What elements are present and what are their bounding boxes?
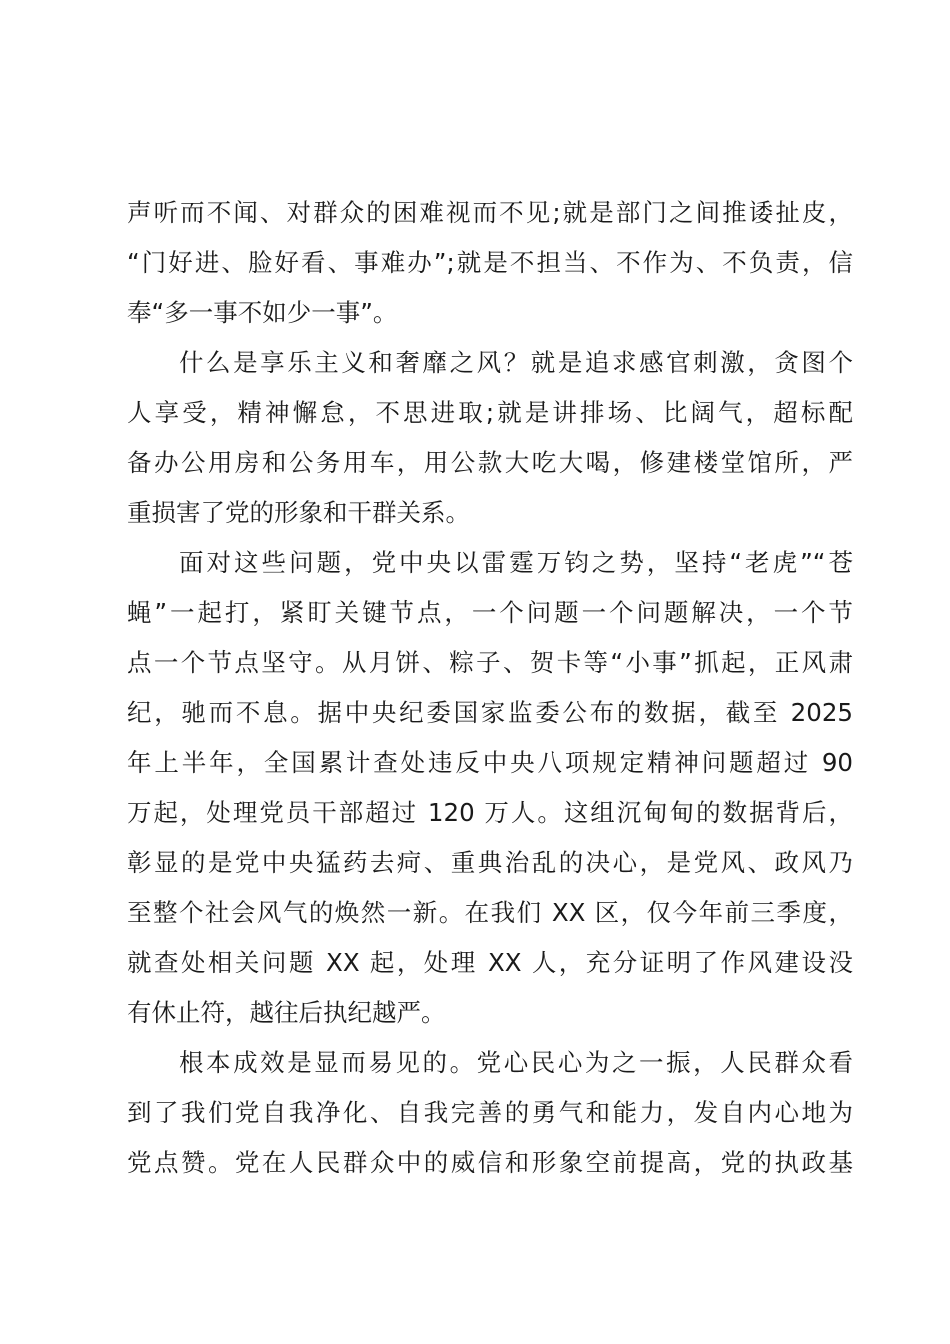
paragraph-line: 就查处相关问题 XX 起，处理 XX 人，充分证明了作风建设没	[127, 948, 853, 977]
paragraph-line: 奉“多一事不如少一事”。	[127, 298, 398, 327]
paragraph-line: 根本成效是显而易见的。党心民心为之一振，人民群众看	[179, 1048, 853, 1077]
paragraph-line: 面对这些问题，党中央以雷霆万钧之势，坚持“老虎”“苍	[179, 548, 853, 577]
paragraph-line: 党点赞。党在人民群众中的威信和形象空前提高，党的执政基	[127, 1148, 853, 1177]
paragraph-line: 纪，驰而不息。据中央纪委国家监委公布的数据，截至 2025	[127, 698, 853, 727]
paragraph-line: 人享受，精神懈怠，不思进取;就是讲排场、比阔气，超标配	[127, 398, 853, 427]
paragraph-line: 备办公用房和公务用车，用公款大吃大喝，修建楼堂馆所，严	[127, 448, 853, 477]
paragraph-line: 年上半年，全国累计查处违反中央八项规定精神问题超过 90	[127, 748, 853, 777]
paragraph-line: 万起，处理党员干部超过 120 万人。这组沉甸甸的数据背后，	[127, 798, 853, 827]
paragraph-line: 声听而不闻、对群众的困难视而不见;就是部门之间推诿扯皮，	[127, 198, 853, 227]
paragraph-line: 至整个社会风气的焕然一新。在我们 XX 区，仅今年前三季度，	[127, 898, 853, 927]
paragraph-line: 点一个节点坚守。从月饼、粽子、贺卡等“小事”抓起，正风肃	[127, 648, 853, 677]
paragraph-line: “门好进、脸好看、事难办”;就是不担当、不作为、不负责，信	[127, 248, 853, 277]
paragraph-line: 彰显的是党中央猛药去疴、重典治乱的决心，是党风、政风乃	[127, 848, 853, 877]
paragraph-line: 到了我们党自我净化、自我完善的勇气和能力，发自内心地为	[127, 1098, 853, 1127]
paragraph-line: 有休止符，越往后执纪越严。	[127, 998, 446, 1027]
paragraph-line: 什么是享乐主义和奢靡之风？就是追求感官刺激，贪图个	[179, 348, 853, 377]
paragraph-line: 蝇”一起打，紧盯关键节点，一个问题一个问题解决，一个节	[127, 598, 853, 627]
paragraph-line: 重损害了党的形象和干群关系。	[127, 498, 470, 527]
